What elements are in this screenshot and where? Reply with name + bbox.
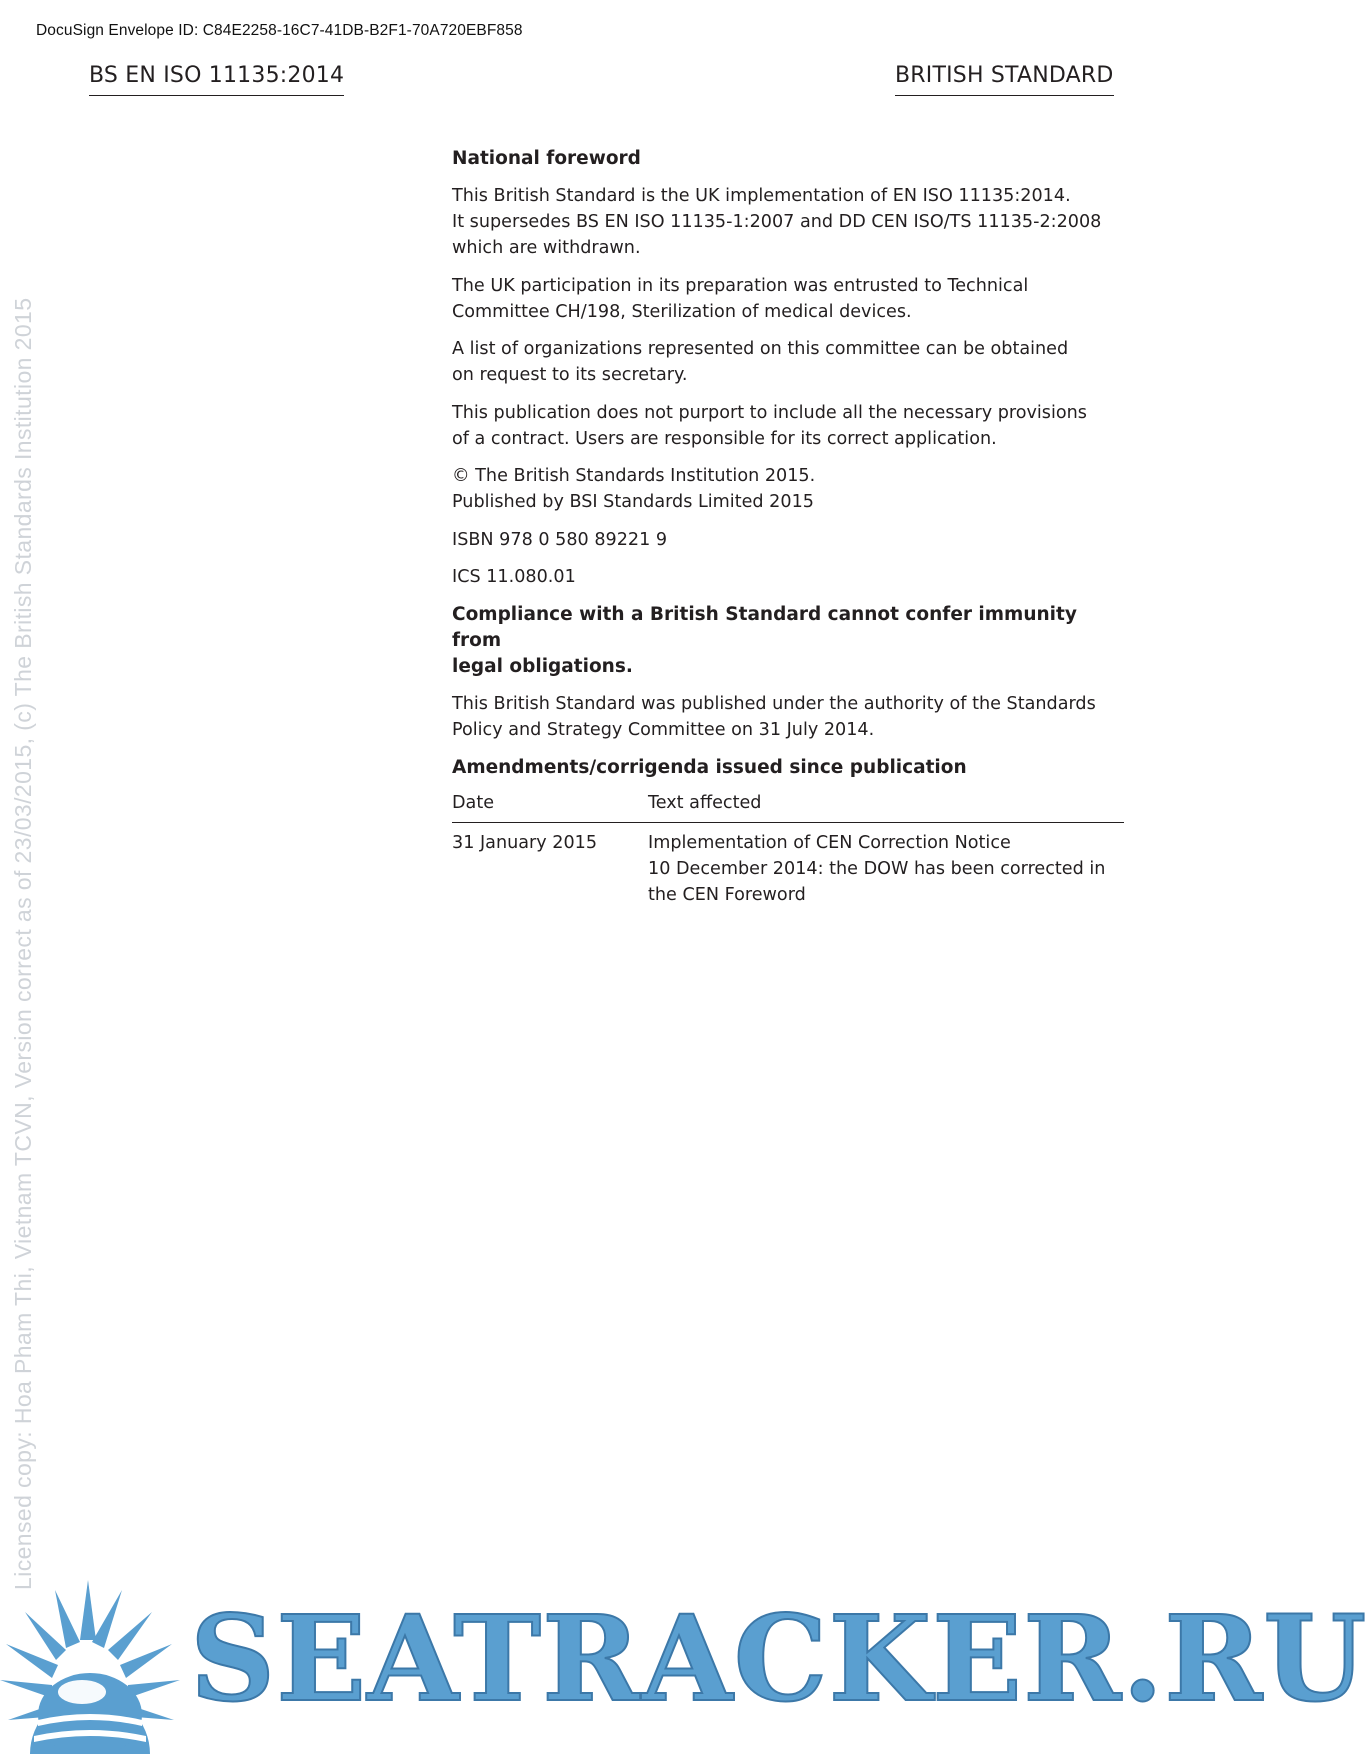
- amendments-title: Amendments/corrigenda issued since publication: [452, 756, 967, 778]
- date-column-header: Date: [452, 790, 648, 823]
- british-standard-header: BRITISH STANDARD: [895, 62, 1114, 96]
- seatracker-watermark: [0, 1570, 1367, 1754]
- national-foreword: [452, 146, 1124, 908]
- authority-paragraph: This British Standard was published under the authority of the Standards Policy and Strategy Committee on 31 July 2014.: [452, 694, 1096, 740]
- license-sidebar-text: Licensed copy: Hoa Pham Thi, Vietnam TCVN, Version correct as of 23/03/2015, (c) The British Standards Institution 2015: [10, 297, 36, 1590]
- text-affected-column-header: Text affected: [648, 790, 1124, 823]
- ics: ICS 11.080.01: [452, 567, 576, 587]
- participation-paragraph: The UK participation in its preparation was entrusted to Technical Committee CH/198, Sterilization of medical devices.: [452, 275, 1029, 322]
- table-header-row: [452, 790, 1124, 823]
- contract-paragraph: This publication does not purport to include all the necessary provisions of a contract. Users are responsible for its correct application.: [452, 402, 1087, 449]
- isbn: ISBN 978 0 580 89221 9: [452, 529, 668, 550]
- amendments-table: [452, 790, 1124, 908]
- amendment-text: Implementation of CEN Correction Notice 10 December 2014: the DOW has been corrected in the CEN Foreword: [648, 832, 1106, 905]
- copyright-paragraph: © The British Standards Institution 2015. Published by BSI Standards Limited 2015: [452, 466, 816, 512]
- table-row: [452, 822, 1124, 908]
- watermark-text: SEATRACKER.RU: [190, 1589, 1367, 1728]
- sun-icon: [0, 1570, 190, 1754]
- foreword-title: National foreword: [452, 148, 641, 169]
- organizations-paragraph: A list of organizations represented on this committee can be obtained on request to its secretary.: [452, 339, 1069, 385]
- standard-number-header: BS EN ISO 11135:2014: [89, 62, 344, 96]
- amendment-date: 31 January 2015: [452, 832, 598, 853]
- docusign-envelope-id: DocuSign Envelope ID: C84E2258-16C7-41DB-B2F1-70A720EBF858: [36, 22, 523, 39]
- implementation-paragraph: This British Standard is the UK implementation of EN ISO 11135:2014. It supersedes BS EN ISO 11135-1:2007 and DD CEN ISO/TS 11135-2:2008 which are withdrawn.: [452, 186, 1102, 258]
- compliance-notice: Compliance with a British Standard cannot confer immunity from legal obligations.: [452, 603, 1077, 677]
